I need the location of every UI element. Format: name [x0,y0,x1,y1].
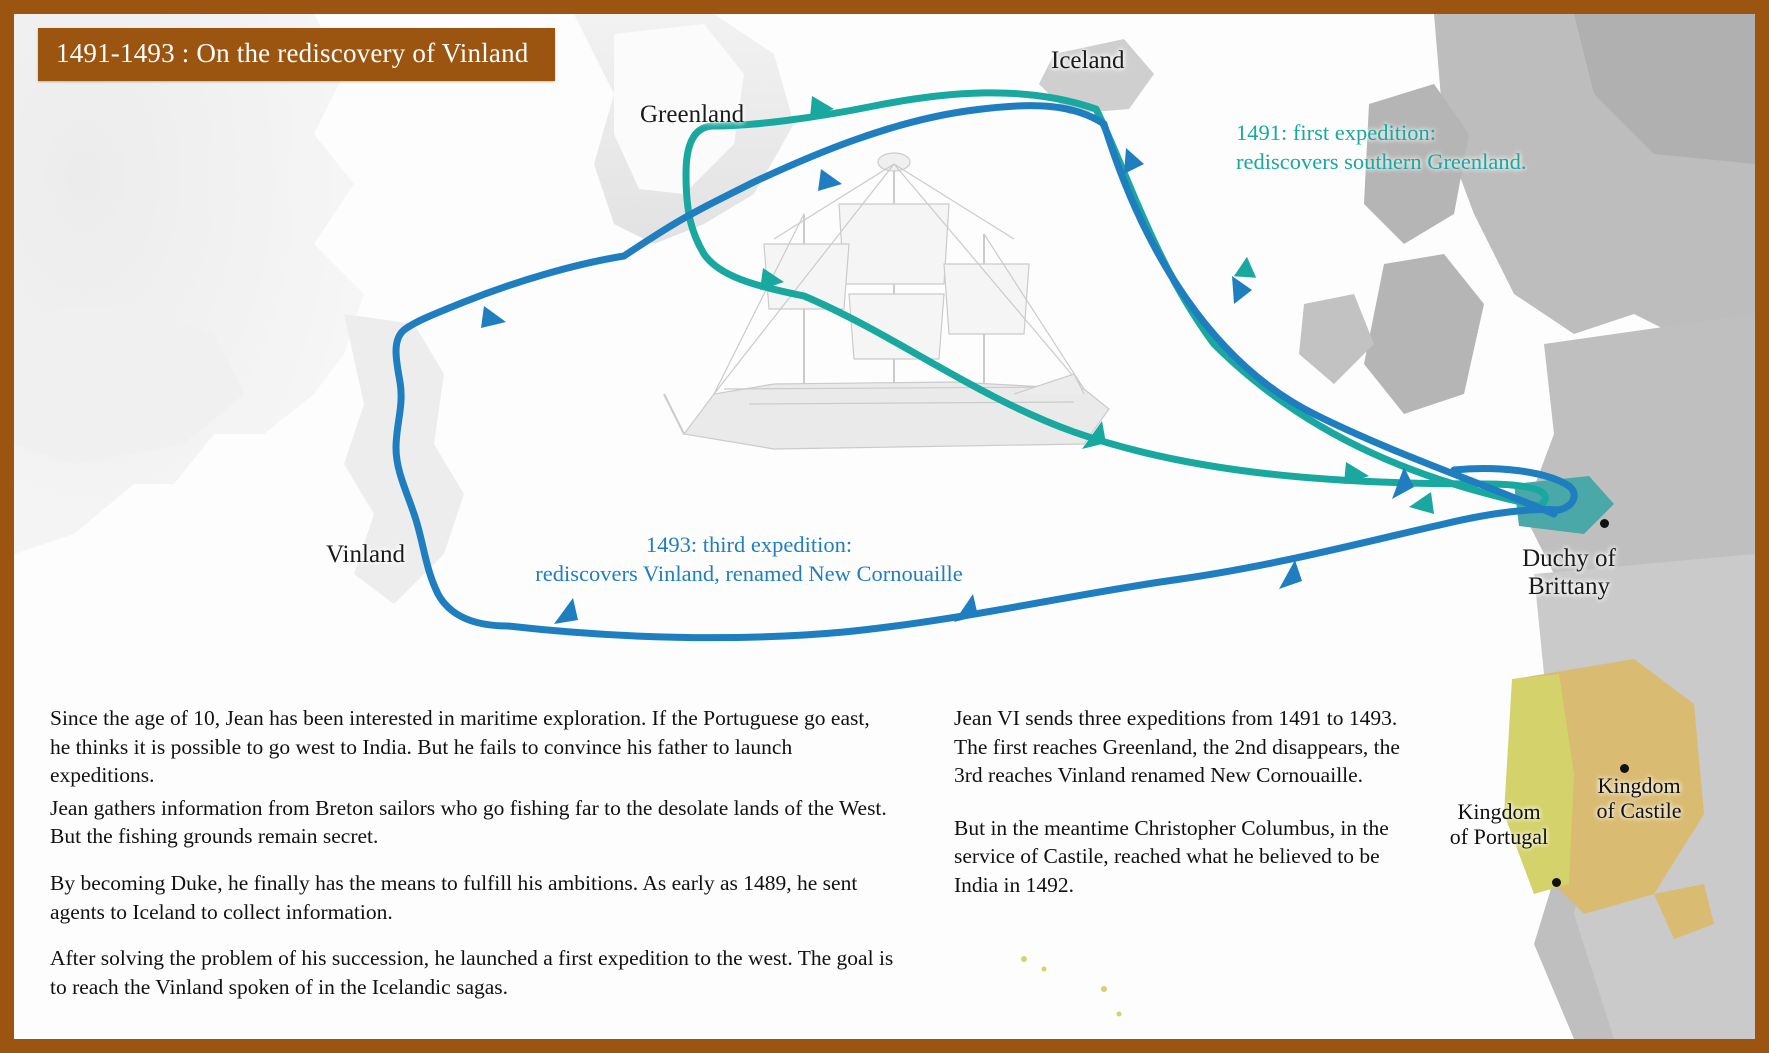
label-duchy-of-brittany [1479,545,1659,601]
right-paragraph-1: Jean VI sends three expeditions from 1491 to 1493. The first reaches Greenland, the 2nd disappears, the 3rd reaches Vinland renamed New Cornouaille. [954,706,1400,788]
label-kingdom-of-portugal-line1: Kingdom [1457,799,1541,824]
legend-first-expedition [1236,118,1527,177]
left-paragraph-4: After solving the problem of his succession, he launched a first expedition to the west. The goal is to reach the Vinland spoken of in the Icelandic sagas. [50,946,894,999]
label-kingdom-of-castile [1574,774,1704,823]
label-iceland: Iceland [1051,47,1125,74]
label-duchy-of-brittany-line1: Duchy of [1522,545,1616,572]
text-column-right [954,704,1409,900]
legend-first-expedition-line1: 1491: first expedition: [1236,120,1436,145]
label-kingdom-of-portugal-line2: of Portugal [1449,823,1549,849]
label-kingdom-of-portugal [1429,800,1569,849]
left-paragraph-3: By becoming Duke, he finally has the means to fulfill his ambitions. As early as 1489, he sent agents to Iceland to collect information. [50,870,858,924]
left-paragraph-2: Jean gathers information from Breton sailors who go fishing far to the desolate lands of the West. But the fishing grounds remain secret. [50,795,887,849]
capital-dot-castile [1620,764,1629,773]
legend-third-expedition-line2: rediscovers Vinland, renamed New Cornouaille [535,561,963,587]
legend-third-expedition-line1: 1493: third expedition: [645,532,853,557]
label-vinland: Vinland [326,541,406,568]
legend-first-expedition-line2: rediscovers southern Greenland. [1236,149,1527,175]
label-duchy-of-brittany-line2: Brittany [1528,573,1610,600]
route-1491-greenland [686,93,1096,296]
capital-dot-brittany [1600,519,1609,528]
page-title: 1491-1493 : On the rediscovery of Vinland [38,28,555,81]
capital-dot-portugal [1552,878,1561,887]
label-greenland: Greenland [640,101,745,128]
legend-third-expedition [479,530,1019,589]
left-paragraph-1: Since the age of 10, Jean has been interested in maritime exploration. If the Portuguese go east, he thinks it is possible to go west to India. But he fails to convince his father to launch expeditions. [50,706,870,788]
right-paragraph-2: But in the meantime Christopher Columbus, in the service of Castile, reached what he believed to be India in 1492. [954,815,1389,897]
label-kingdom-of-castile-line1: Kingdom [1597,773,1681,798]
text-column-left [50,704,895,1001]
label-kingdom-of-castile-line2: of Castile [1596,797,1682,823]
